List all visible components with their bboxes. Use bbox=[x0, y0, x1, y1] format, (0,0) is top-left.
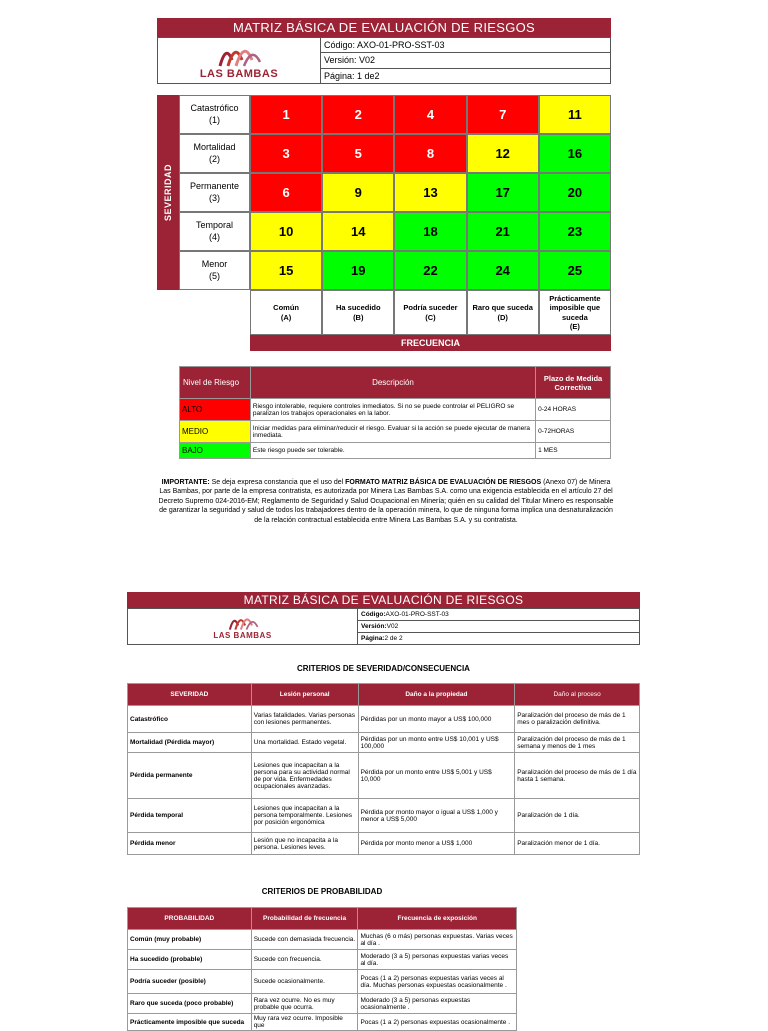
severity-cell-sev: Mortalidad (Pérdida mayor) bbox=[128, 733, 252, 753]
severity-row-label: Catastrófico (1) bbox=[179, 95, 250, 134]
probability-cell-f: Sucede con demasiada frecuencia. bbox=[251, 930, 358, 950]
page2-info-box bbox=[127, 608, 640, 645]
matrix-cell: 10 bbox=[250, 212, 322, 251]
sev-header-proceso: Daño al proceso bbox=[515, 684, 640, 706]
probability-row bbox=[128, 950, 517, 970]
probability-cell-p: Podría suceder (posible) bbox=[128, 970, 252, 994]
page1-logo bbox=[158, 38, 321, 83]
matrix-cell: 13 bbox=[394, 173, 466, 212]
matrix-cell: 2 bbox=[322, 95, 394, 134]
prob-header-probabilidad: PROBABILIDAD bbox=[128, 908, 252, 930]
probability-cell-e: Moderado (3 a 5) personas expuestas ocasionalmente . bbox=[358, 994, 517, 1014]
probability-row bbox=[128, 970, 517, 994]
severity-cell-proc: Paralización del proceso de más de 1 día hasta 1 semana. bbox=[515, 753, 640, 799]
risk-level-name: ALTO bbox=[180, 399, 251, 421]
probability-cell-f: Sucede con frecuencia. bbox=[251, 950, 358, 970]
severity-cell-les: Varias fatalidades. Varias personas con lesiones permanentes. bbox=[251, 706, 358, 733]
severity-cell-sev: Pérdida menor bbox=[128, 833, 252, 855]
matrix-cell: 20 bbox=[539, 173, 611, 212]
matrix-cell: 18 bbox=[394, 212, 466, 251]
page1-title: MATRIZ BÁSICA DE EVALUACIÓN DE RIESGOS bbox=[232, 20, 536, 35]
probability-cell-p: Raro que suceda (poco probable) bbox=[128, 994, 252, 1014]
page2-logo-text: LAS BAMBAS bbox=[213, 631, 272, 640]
severity-cell-prop: Pérdidas por un monto entre US$ 10,001 y US$ 100,000 bbox=[358, 733, 515, 753]
risk-matrix bbox=[179, 95, 611, 351]
probability-cell-e: Pocas (1 a 2) personas expuestas ocasionalmente . bbox=[358, 1014, 517, 1031]
risk-level-row bbox=[180, 399, 611, 421]
matrix-cell: 21 bbox=[467, 212, 539, 251]
matrix-cell: 9 bbox=[322, 173, 394, 212]
las-bambas-logo-icon bbox=[226, 613, 260, 631]
matrix-cell: 5 bbox=[322, 134, 394, 173]
important-paragraph: IMPORTANTE: Se deja expresa constancia que el uso del FORMATO MATRIZ BÁSICA DE EVALUACIÓN DE RIESGOS (Anexo 07) de Minera Las Bambas, por parte de la empresa contratista, es autorizada por Minera Las Bambas S.A. como una exigencia establecida en el artículo 27 del Decreto Supremo 024-2016-EM; Reglamento de Seguridad y Salud Ocupacional en Minería; quién en su calidad del Titular Minero es responsable de garantizar la seguridad y salud de todos los trabajadores dentro de la operación minera, lo que de ninguna forma implica una desnaturalización de la relación contractual establecida entre Minera Las Bambas S.A. y su contratista. bbox=[158, 479, 614, 524]
prob-header-exposicion: Frecuencia de exposición bbox=[358, 908, 517, 930]
frequency-col-label: Común (A) bbox=[250, 290, 322, 335]
risk-level-table bbox=[179, 366, 611, 459]
severity-cell-proc: Paralización del proceso de más de 1 semana y menos de 1 mes bbox=[515, 733, 640, 753]
probability-row bbox=[128, 1014, 517, 1031]
probability-cell-p: Ha sucedido (probable) bbox=[128, 950, 252, 970]
probability-cell-p: Común (muy probable) bbox=[128, 930, 252, 950]
severity-row bbox=[128, 833, 640, 855]
probability-cell-e: Muchas (6 o más) personas expuestas. Varias veces al día . bbox=[358, 930, 517, 950]
matrix-cell: 7 bbox=[467, 95, 539, 134]
frequency-col-label: Ha sucedido (B) bbox=[322, 290, 394, 335]
probability-cell-f: Muy rara vez ocurre. Imposible que bbox=[251, 1014, 358, 1031]
risk-header-desc: Descripción bbox=[250, 367, 535, 399]
severity-cell-proc: Paralización del proceso de más de 1 mes o paralización definitiva. bbox=[515, 706, 640, 733]
probability-criteria-table bbox=[127, 907, 517, 1031]
matrix-cell: 14 bbox=[322, 212, 394, 251]
severity-row-label: Permanente (3) bbox=[179, 173, 250, 212]
probability-cell-e: Pocas (1 a 2) personas expuestas varias veces al día. Muchas personas expuestas ocasionalmente . bbox=[358, 970, 517, 994]
frequency-col-label: Podría suceder (C) bbox=[394, 290, 466, 335]
severity-cell-les: Lesión que no incapacita a la persona. Lesiones leves. bbox=[251, 833, 358, 855]
sev-header-propiedad: Daño a la propiedad bbox=[358, 684, 515, 706]
risk-level-row bbox=[180, 421, 611, 443]
matrix-cell: 3 bbox=[250, 134, 322, 173]
matrix-cell: 17 bbox=[467, 173, 539, 212]
risk-level-name: MEDIO bbox=[180, 421, 251, 443]
severity-cell-prop: Pérdida por monto menor a US$ 1,000 bbox=[358, 833, 515, 855]
severity-cell-proc: Paralización menor de 1 día. bbox=[515, 833, 640, 855]
probability-cell-f: Rara vez ocurre. No es muy probable que ocurra. bbox=[251, 994, 358, 1014]
severity-row bbox=[128, 753, 640, 799]
severity-cell-proc: Paralización de 1 día. bbox=[515, 799, 640, 833]
probability-criteria-title: CRITERIOS DE PROBABILIDAD bbox=[261, 887, 383, 896]
risk-level-term: 0-72HORAS bbox=[536, 421, 611, 443]
matrix-cell: 11 bbox=[539, 95, 611, 134]
severity-criteria-title: CRITERIOS DE SEVERIDAD/CONSECUENCIA bbox=[297, 664, 470, 673]
risk-level-term: 1 MES bbox=[536, 443, 611, 459]
severity-row-label: Mortalidad (2) bbox=[179, 134, 250, 173]
risk-level-term: 0-24 HORAS bbox=[536, 399, 611, 421]
page2-pagina: Página: 2 de 2 bbox=[361, 635, 403, 642]
las-bambas-logo-icon bbox=[216, 42, 262, 68]
matrix-cell: 12 bbox=[467, 134, 539, 173]
page2-title-bar bbox=[127, 592, 640, 608]
frequency-axis-label: FRECUENCIA bbox=[250, 335, 611, 351]
severity-cell-prop: Pérdida por un monto entre US$ 5,001 y US$ 10,000 bbox=[358, 753, 515, 799]
matrix-cell: 19 bbox=[322, 251, 394, 290]
matrix-cell: 1 bbox=[250, 95, 322, 134]
severity-row-label: Menor (5) bbox=[179, 251, 250, 290]
severity-cell-les: Lesiones que incapacitan a la persona para su actividad normal de por vida. Enfermedades ocupacionales avanzadas. bbox=[251, 753, 358, 799]
page2-title: MATRIZ BÁSICA DE EVALUACIÓN DE RIESGOS bbox=[243, 593, 524, 607]
severity-row-label: Temporal (4) bbox=[179, 212, 250, 251]
probability-cell-p: Prácticamente imposible que suceda bbox=[128, 1014, 252, 1031]
frequency-col-label: Prácticamente imposible que suceda (E) bbox=[539, 290, 611, 335]
severity-criteria-table bbox=[127, 683, 640, 855]
severity-axis-label: SEVERIDAD bbox=[157, 95, 179, 290]
severity-row bbox=[128, 799, 640, 833]
probability-cell-f: Sucede ocasionalmente. bbox=[251, 970, 358, 994]
page2-logo bbox=[128, 609, 358, 644]
severity-cell-sev: Pérdida permanente bbox=[128, 753, 252, 799]
risk-header-term: Plazo de Medida Correctiva bbox=[536, 367, 611, 399]
frequency-col-label: Raro que suceda (D) bbox=[467, 290, 539, 335]
severity-cell-sev: Catastrófico bbox=[128, 706, 252, 733]
severity-cell-sev: Pérdida temporal bbox=[128, 799, 252, 833]
severity-row bbox=[128, 733, 640, 753]
matrix-cell: 16 bbox=[539, 134, 611, 173]
page1-version: Versión: V02 bbox=[321, 53, 610, 68]
severity-cell-les: Lesiones que incapacitan a la persona temporalmente. Lesiones por posición ergonómica bbox=[251, 799, 358, 833]
page1-pagina: Página: 1 de2 bbox=[324, 70, 380, 81]
risk-level-desc: Este riesgo puede ser tolerable. bbox=[250, 443, 535, 459]
severity-row bbox=[128, 706, 640, 733]
sev-header-severidad: SEVERIDAD bbox=[128, 684, 252, 706]
matrix-cell: 15 bbox=[250, 251, 322, 290]
matrix-cell: 23 bbox=[539, 212, 611, 251]
probability-row bbox=[128, 994, 517, 1014]
matrix-cell: 25 bbox=[539, 251, 611, 290]
severity-cell-prop: Pérdida por monto mayor o igual a US$ 1,000 y menor a US$ 5,000 bbox=[358, 799, 515, 833]
page2-codigo: Código: AXO-01-PRO-SST-03 bbox=[358, 609, 639, 621]
risk-level-desc: Iniciar medidas para eliminar/reducir el riesgo. Evaluar si la acción se puede ejecutar de manera inmediata. bbox=[250, 421, 535, 443]
page1-codigo: Código: AXO-01-PRO-SST-03 bbox=[321, 38, 610, 53]
matrix-cell: 6 bbox=[250, 173, 322, 212]
risk-header-level: Nivel de Riesgo bbox=[180, 367, 251, 399]
matrix-cell: 8 bbox=[394, 134, 466, 173]
risk-level-row bbox=[180, 443, 611, 459]
page2-version: Versión: V02 bbox=[358, 621, 639, 633]
matrix-cell: 24 bbox=[467, 251, 539, 290]
prob-header-frecuencia: Probabilidad de frecuencia bbox=[251, 908, 358, 930]
risk-level-name: BAJO bbox=[180, 443, 251, 459]
probability-row bbox=[128, 930, 517, 950]
sev-header-lesion: Lesión personal bbox=[251, 684, 358, 706]
matrix-cell: 22 bbox=[394, 251, 466, 290]
matrix-cell: 4 bbox=[394, 95, 466, 134]
probability-cell-e: Moderado (3 a 5) personas expuestas varias veces al día. bbox=[358, 950, 517, 970]
page1-info-box bbox=[157, 37, 611, 84]
page1-title-bar bbox=[157, 18, 611, 37]
risk-level-desc: Riesgo intolerable, requiere controles inmediatos. Si no se puede controlar el PELIGRO se paralizan los trabajos operacionales en la labor. bbox=[250, 399, 535, 421]
severity-cell-prop: Pérdidas por un monto mayor a US$ 100,000 bbox=[358, 706, 515, 733]
severity-cell-les: Una mortalidad. Estado vegetal. bbox=[251, 733, 358, 753]
page1-logo-text: LAS BAMBAS bbox=[199, 67, 279, 80]
